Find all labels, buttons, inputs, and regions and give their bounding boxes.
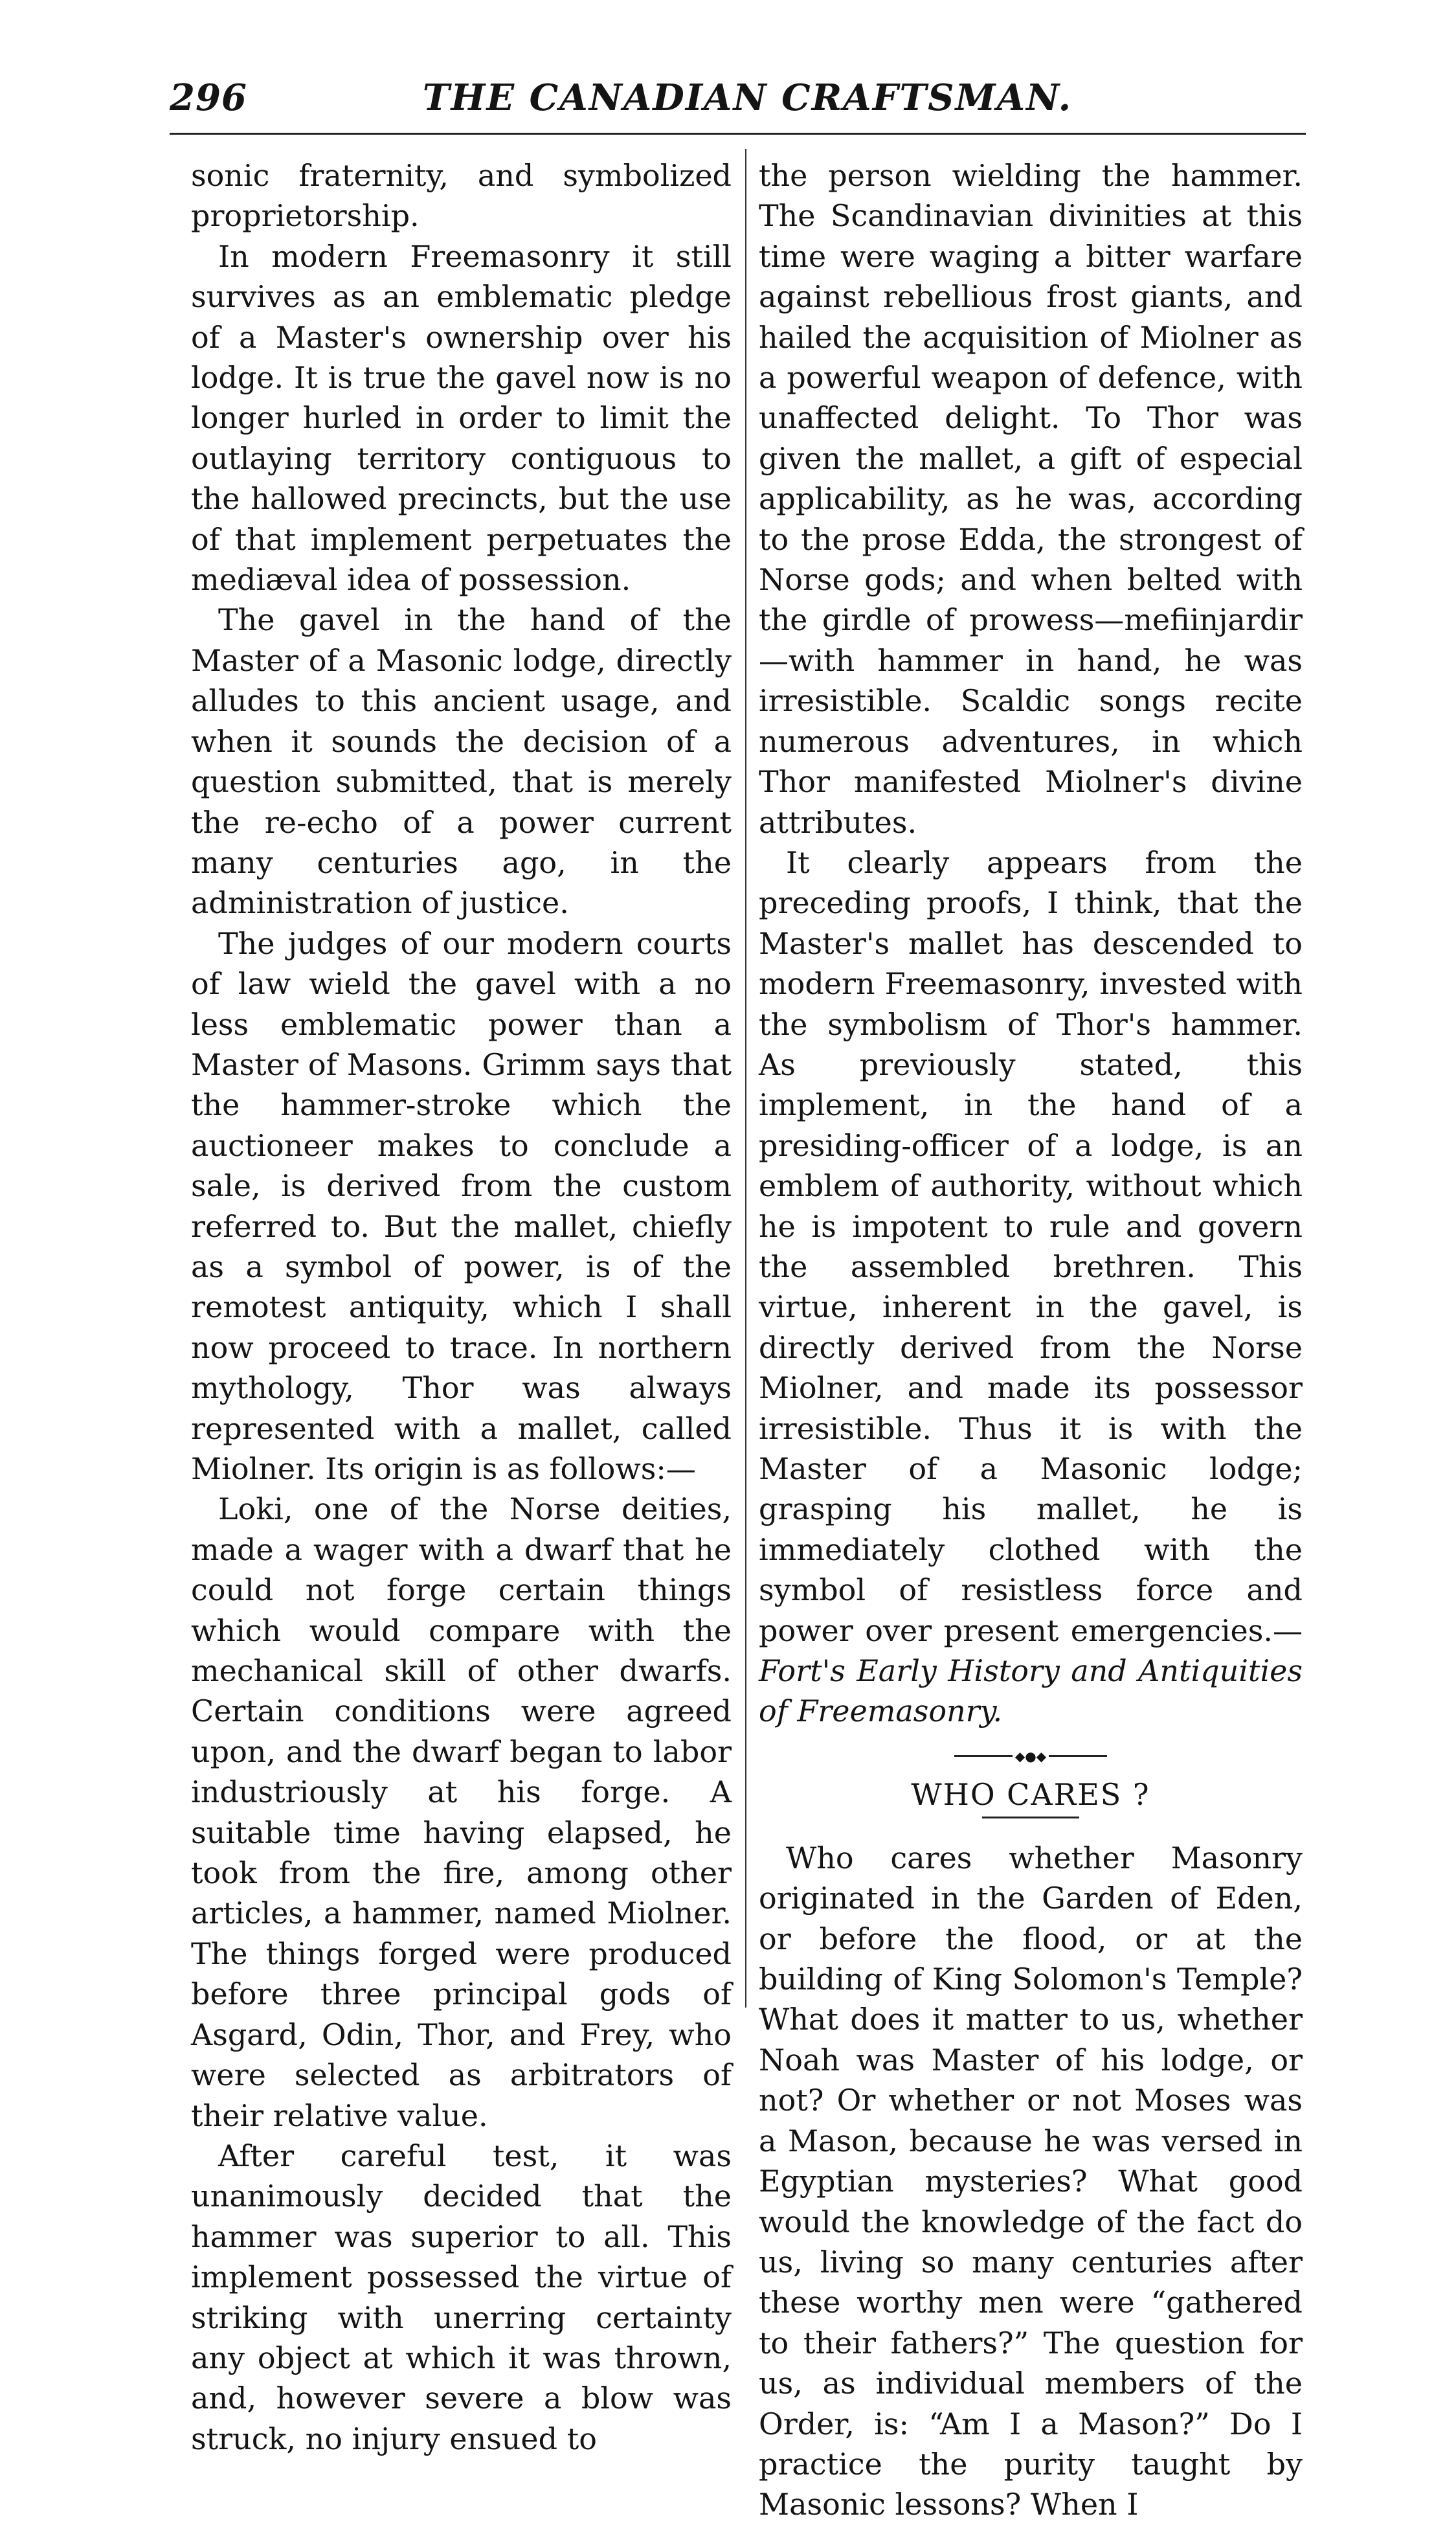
- section-divider: [759, 1746, 1303, 1766]
- divider-ornament-dots: ◆●◆: [1014, 1748, 1047, 1764]
- heading-underline: [982, 1817, 1079, 1818]
- paragraph: The gavel in the hand of the Master of a Masonic lodge, directly alludes to this ancient usage, and when it sounds the decision of a question submitted, that is merely the re-echo of a power current many centuries ago, in the administration of justice.: [191, 602, 732, 921]
- left-column: [191, 155, 732, 2459]
- paragraph: Who cares whether Masonry originated in the Garden of Eden, or before the flood, or at the building of King Solomon's Temple? What does it matter to us, whether Noah was Master of his lodge, or not? Or whether or not Moses was a Mason, because he was versed in Egyptian mysteries? What good would the knowledge of the fact do us, living so many centuries after these worthy men were “gathered to their fathers?” The question for us, as individual members of the Order, is: “Am I a Mason?” Do I practice the purity taught by Masonic lessons? When I: [759, 1840, 1303, 2522]
- section-heading: WHO CARES ?: [911, 1776, 1150, 1812]
- page-number: 296: [170, 76, 247, 119]
- citation: Fort's Early History and Antiquities of Freemasonry.: [759, 1653, 1303, 1729]
- paragraph: The judges of our modern courts of law wield the gavel with a no less emblematic power than a Master of Masons. Grimm says that the hammer-stroke which the auctioneer makes to conclude a sale, is derived from the custom referred to. But the mallet, chiefly as a symbol of power, is of the remotest antiquity, which I shall now proceed to trace. In northern mythology, Thor was always represented with a mallet, called Miolner. Its origin is as follows:—: [191, 925, 732, 1486]
- running-title: THE CANADIAN CRAFTSMAN.: [422, 76, 1073, 119]
- header-rule: [170, 133, 1306, 135]
- divider-rule-right: [1049, 1755, 1107, 1757]
- right-column: [759, 155, 1303, 2525]
- paragraph-text: It clearly appears from the preceding proofs, I think, that the Master's mallet has descended to modern Freemasonry, invested with the symbolism of Thor's hammer. As previously stated, this implement, in the hand of a presiding-officer of a lodge, is an emblem of authority, without which he is impotent to rule and govern the assembled brethren. This virtue, inherent in the gavel, is directly derived from the Norse Miolner, and made its possessor irresistible. Thus it is with the Master of a Masonic lodge; grasping his mallet, he is immediately clothed with the symbol of resistless force and power over present emergencies.—: [759, 844, 1303, 1648]
- paragraph: sonic fraternity, and symbolized proprietorship.: [191, 158, 732, 234]
- column-divider: [745, 149, 746, 2008]
- divider-rule-left: [954, 1755, 1013, 1757]
- paragraph: In modern Freemasonry it still survives as an emblematic pledge of a Master's ownership over his lodge. It is true the gavel now is no longer hurled in order to limit the outlaying territory contiguous to the hallowed precincts, but the use of that implement perpetuates the mediæval idea of possession.: [191, 238, 732, 598]
- paragraph: the person wielding the hammer. The Scandinavian divinities at this time were waging a bitter warfare against rebellious frost giants, and hailed the acquisition of Miolner as a powerful weapon of defence, with unaffected delight. To Thor was given the mallet, a gift of especial applicability, as he was, according to the prose Edda, the strongest of Norse gods; and when belted with the girdle of prowess—mefiinjardir—with hammer in hand, he was irresistible. Scaldic songs recite numerous adventures, in which Thor manifested Miolner's divine attributes.: [759, 158, 1303, 840]
- paragraph: Loki, one of the Norse deities, made a wager with a dwarf that he could not forge certain things which would compare with the mechanical skill of other dwarfs. Certain conditions were agreed upon, and the dwarf began to labor industriously at his forge. A suitable time having elapsed, he took from the fire, among other articles, a hammer, named Miolner. The things forged were produced before three principal gods of Asgard, Odin, Thor, and Frey, who were selected as arbitrators of their relative value.: [191, 1491, 732, 2133]
- paragraph: [759, 843, 1303, 1732]
- paragraph: After careful test, it was unanimously decided that the hammer was superior to all. This implement possessed the virtue of striking with unerring certainty any object at which it was thrown, and, however severe a blow was struck, no injury ensued to: [191, 2138, 732, 2456]
